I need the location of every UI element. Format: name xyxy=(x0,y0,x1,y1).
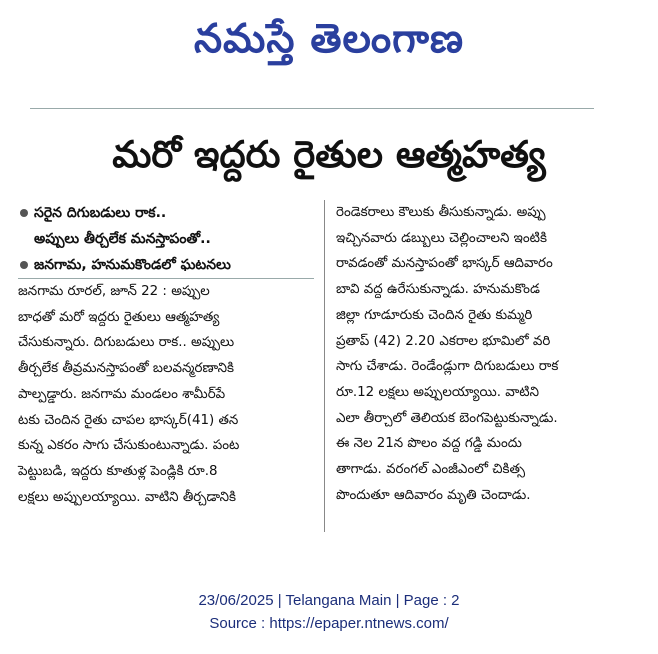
body-line: సాగు చేశాడు. రెండేండ్లుగా దిగుబడులు రాక xyxy=(336,359,559,375)
body-line: బాధతో మరో ఇద్దరు రైతులు ఆత్మహత్య xyxy=(18,309,220,325)
article-left-column xyxy=(18,200,314,510)
body-line: రావడంతో మనస్తాపంతో భాస్కర్ ఆదివారం xyxy=(336,256,553,272)
body-line: రూ.12 లక్షలు అప్పులయ్యాయి. వాటిని xyxy=(336,384,540,400)
highlight-bullet: సరైన దిగుబడులు రాక.. xyxy=(18,200,314,226)
newspaper-masthead: నమస్తే తెలంగాణ xyxy=(193,15,465,62)
article-headline: మరో ఇద్దరు రైతుల ఆత్మహత్య xyxy=(112,133,546,176)
body-line: ప్రతాప్ (42) 2.20 ఎకరాల భూమిలో వరి xyxy=(336,333,551,349)
body-line: ఎలా తీర్చాలో తెలియక బెంగపెట్టుకున్నాడు. xyxy=(336,410,558,426)
bullet-dot-icon xyxy=(20,209,28,217)
body-line: జనగామ రూరల్, జూన్ 22 : అప్పుల xyxy=(18,284,210,299)
body-line: పాల్పడ్డారు. జనగామ మండలం శామీర్‌పే xyxy=(18,386,226,402)
highlight-bullet: జనగామ, హనుమకొండలో ఘటనలు xyxy=(18,252,314,278)
body-line: ఈ నెల 21న పొలం వద్ద గడ్డి మందు xyxy=(336,436,522,452)
column-divider xyxy=(324,200,325,532)
article-right-column xyxy=(336,200,628,508)
body-line: కున్న ఎకరం సాగు చేసుకుంటున్నాడు. పంట xyxy=(18,438,240,454)
body-line: పెట్టుబడి, ఇద్దరు కూతుళ్ల పెండ్లికి రూ.8 xyxy=(18,463,218,479)
body-line: తీర్చలేక తీవ్రమనస్తాపంతో బలవన్మరణానికి xyxy=(18,361,235,377)
footer-source: Source : https://epaper.ntnews.com/ xyxy=(209,615,449,632)
body-line: ఇచ్చినవారు డబ్బులు చెల్లించాలని ఇంటికి xyxy=(336,230,547,246)
masthead-divider xyxy=(30,108,594,109)
body-line: జిల్లా గూడూరుకు చెందిన రైతు కుమ్మరి xyxy=(336,307,533,323)
body-line: రెండెకరాలు కౌలుకు తీసుకున్నాడు. అప్పు xyxy=(336,205,546,220)
article-body-left xyxy=(18,279,314,510)
body-line: తాగాడు. వరంగల్ ఎంజీఎంలో చికిత్స xyxy=(336,462,526,478)
body-line: పొందుతూ ఆదివారం మృతి చెందాడు. xyxy=(336,487,531,503)
footer-date-edition: 23/06/2025 | Telangana Main | Page : 2 xyxy=(198,592,460,609)
body-line: లక్షలు అప్పులయ్యాయి. వాటిని తీర్చడానికి xyxy=(18,489,237,505)
body-line: బావి వద్ద ఉరేసుకున్నాడు. హనుమకొండ xyxy=(336,282,540,298)
body-line: టకు చెందిన రైతు చాపల భాస్కర్(41) తన xyxy=(18,412,239,428)
highlight-bullet-continuation: అప్పులు తీర్చలేక మనస్తాపంతో.. xyxy=(34,231,211,247)
body-line: చేసుకున్నారు. దిగుబడులు రాక.. అప్పులు xyxy=(18,335,235,351)
bullet-dot-icon xyxy=(20,261,28,269)
